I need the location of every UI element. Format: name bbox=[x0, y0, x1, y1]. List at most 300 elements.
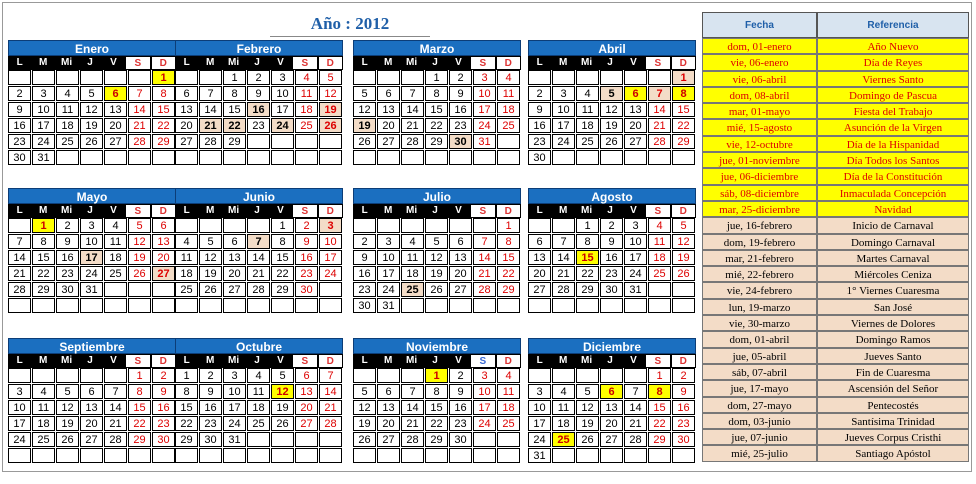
day-cell: 25 bbox=[576, 134, 599, 149]
empty-cell bbox=[247, 150, 270, 165]
holiday-date: jue, 17-mayo bbox=[702, 380, 817, 396]
weekday-label: M bbox=[38, 355, 48, 366]
empty-cell bbox=[128, 150, 151, 165]
day-cell: 26 bbox=[576, 432, 599, 447]
day-cell: 11 bbox=[247, 384, 270, 399]
day-cell: 5 bbox=[425, 234, 448, 249]
day-cell: 19 bbox=[80, 118, 103, 133]
empty-cell bbox=[624, 70, 647, 85]
day-cell: 4 bbox=[295, 70, 318, 85]
holiday-row bbox=[702, 136, 969, 152]
empty-cell bbox=[8, 368, 31, 383]
day-cell: 14 bbox=[624, 400, 647, 415]
empty-cell bbox=[295, 448, 318, 463]
day-cell: 5 bbox=[319, 70, 342, 85]
day-cell: 16 bbox=[56, 250, 79, 265]
empty-cell bbox=[528, 368, 551, 383]
weekday-label: L bbox=[361, 205, 368, 216]
holiday-reference: Inicio de Carnaval bbox=[817, 217, 969, 233]
empty-cell bbox=[8, 218, 31, 233]
day-cell: 11 bbox=[497, 384, 520, 399]
day-cell: 3 bbox=[528, 384, 551, 399]
day-cell: 30 bbox=[152, 432, 175, 447]
weekday-label: S bbox=[645, 56, 670, 70]
day-cell: 28 bbox=[401, 432, 424, 447]
day-cell: 30 bbox=[353, 298, 376, 313]
day-cell: 4 bbox=[497, 70, 520, 85]
day-cell: 21 bbox=[8, 266, 31, 281]
day-cell: 7 bbox=[104, 384, 127, 399]
month-name: Julio bbox=[353, 188, 521, 204]
day-cell: 18 bbox=[32, 416, 55, 431]
holiday-date: jue, 06-diciembre bbox=[702, 168, 817, 184]
day-cell: 11 bbox=[295, 86, 318, 101]
empty-cell bbox=[425, 218, 448, 233]
day-cell: 15 bbox=[128, 400, 151, 415]
day-cell: 30 bbox=[295, 282, 318, 297]
month-mayo bbox=[8, 188, 176, 314]
day-cell: 17 bbox=[552, 118, 575, 133]
empty-cell bbox=[576, 298, 599, 313]
day-cell: 29 bbox=[648, 432, 671, 447]
day-cell: 31 bbox=[624, 282, 647, 297]
day-cell: 13 bbox=[528, 250, 551, 265]
day-cell: 26 bbox=[80, 134, 103, 149]
day-cell: 5 bbox=[271, 368, 294, 383]
weekday-label: M bbox=[205, 57, 215, 68]
holiday-row bbox=[702, 299, 969, 315]
day-cell: 22 bbox=[128, 416, 151, 431]
day-cell: 18 bbox=[497, 102, 520, 117]
holiday-row bbox=[702, 364, 969, 380]
day-cell: 28 bbox=[247, 282, 270, 297]
empty-cell bbox=[425, 298, 448, 313]
empty-cell bbox=[128, 70, 151, 85]
day-cell: 20 bbox=[223, 266, 246, 281]
empty-cell bbox=[648, 298, 671, 313]
holiday-reference: 1° Viernes Cuaresma bbox=[817, 282, 969, 298]
day-cell: 23 bbox=[672, 416, 695, 431]
empty-cell bbox=[497, 298, 520, 313]
weekday-label: D bbox=[496, 56, 521, 70]
day-cell: 27 bbox=[624, 134, 647, 149]
day-cell: 6 bbox=[223, 234, 246, 249]
empty-cell bbox=[353, 448, 376, 463]
day-cell: 16 bbox=[449, 400, 472, 415]
day-cell: 8 bbox=[576, 234, 599, 249]
empty-cell bbox=[319, 134, 342, 149]
holiday-reference: Santiago Apóstol bbox=[817, 445, 969, 461]
weekday-label: M bbox=[383, 205, 393, 216]
empty-cell bbox=[128, 448, 151, 463]
day-cell: 13 bbox=[600, 400, 623, 415]
day-cell: 16 bbox=[353, 266, 376, 281]
empty-cell bbox=[473, 432, 496, 447]
holiday-reference: Jueves Corpus Cristhi bbox=[817, 429, 969, 445]
holiday-reference: Martes Carnaval bbox=[817, 250, 969, 266]
day-cell: 28 bbox=[624, 432, 647, 447]
empty-cell bbox=[576, 150, 599, 165]
day-cell: 17 bbox=[528, 416, 551, 431]
day-cell: 17 bbox=[32, 118, 55, 133]
weekday-label: M bbox=[558, 57, 568, 68]
holiday-row bbox=[702, 54, 969, 70]
day-cell: 12 bbox=[80, 102, 103, 117]
holiday-date: dom, 27-mayo bbox=[702, 397, 817, 413]
holiday-reference: Día Todos los Santos bbox=[817, 152, 969, 168]
weekday-label: D bbox=[151, 204, 176, 218]
holiday-date: lun, 19-marzo bbox=[702, 299, 817, 315]
day-cell: 2 bbox=[152, 368, 175, 383]
day-cell: 19 bbox=[672, 250, 695, 265]
empty-cell bbox=[175, 448, 198, 463]
day-cell: 5 bbox=[199, 234, 222, 249]
weekday-label: J bbox=[607, 205, 613, 216]
empty-cell bbox=[672, 150, 695, 165]
day-cell: 12 bbox=[56, 400, 79, 415]
day-cell: 29 bbox=[672, 134, 695, 149]
day-cell: 27 bbox=[223, 282, 246, 297]
holiday-reference: Día de Reyes bbox=[817, 54, 969, 70]
weekday-label: S bbox=[470, 354, 495, 368]
empty-cell bbox=[295, 432, 318, 447]
holiday-row bbox=[702, 282, 969, 298]
day-cell: 28 bbox=[199, 134, 222, 149]
day-cell: 14 bbox=[8, 250, 31, 265]
weekday-label: Mi bbox=[61, 57, 73, 68]
empty-cell bbox=[624, 448, 647, 463]
holiday-reference: Día de la Hispanidad bbox=[817, 136, 969, 152]
day-cell: 12 bbox=[199, 250, 222, 265]
weekday-label: Mi bbox=[406, 57, 418, 68]
day-cell: 16 bbox=[449, 102, 472, 117]
day-cell: 21 bbox=[319, 400, 342, 415]
day-cell: 30 bbox=[56, 282, 79, 297]
holiday-date: mié, 15-agosto bbox=[702, 119, 817, 135]
empty-cell bbox=[552, 368, 575, 383]
day-cell: 13 bbox=[377, 400, 400, 415]
day-cell: 6 bbox=[600, 384, 623, 399]
day-cell: 10 bbox=[271, 86, 294, 101]
day-cell: 11 bbox=[576, 102, 599, 117]
day-cell: 8 bbox=[152, 86, 175, 101]
month-name: Febrero bbox=[175, 40, 343, 56]
day-cell: 3 bbox=[624, 218, 647, 233]
holiday-row bbox=[702, 266, 969, 282]
empty-cell bbox=[552, 298, 575, 313]
holiday-reference: Inmaculada Concepción bbox=[817, 185, 969, 201]
header-referencia: Referencia bbox=[817, 12, 969, 38]
empty-cell bbox=[648, 282, 671, 297]
empty-cell bbox=[552, 448, 575, 463]
day-cell: 18 bbox=[401, 266, 424, 281]
holiday-date: mié, 25-julio bbox=[702, 445, 817, 461]
empty-cell bbox=[624, 368, 647, 383]
empty-cell bbox=[497, 432, 520, 447]
weekday-label: S bbox=[645, 354, 670, 368]
month-name: Junio bbox=[175, 188, 343, 204]
day-cell: 16 bbox=[600, 250, 623, 265]
day-cell: 8 bbox=[175, 384, 198, 399]
day-cell: 8 bbox=[128, 384, 151, 399]
holiday-row bbox=[702, 445, 969, 461]
empty-cell bbox=[80, 368, 103, 383]
empty-cell bbox=[401, 298, 424, 313]
day-cell: 12 bbox=[271, 384, 294, 399]
day-cell: 19 bbox=[353, 416, 376, 431]
empty-cell bbox=[175, 70, 198, 85]
day-cell: 30 bbox=[199, 432, 222, 447]
day-cell: 14 bbox=[199, 102, 222, 117]
day-cell: 2 bbox=[449, 368, 472, 383]
day-cell: 9 bbox=[295, 234, 318, 249]
weekday-label: S bbox=[125, 354, 150, 368]
day-cell: 8 bbox=[497, 234, 520, 249]
day-cell: 30 bbox=[672, 432, 695, 447]
empty-cell bbox=[497, 150, 520, 165]
holiday-date: vie, 24-febrero bbox=[702, 282, 817, 298]
day-cell: 27 bbox=[377, 134, 400, 149]
day-cell: 16 bbox=[528, 118, 551, 133]
day-cell: 9 bbox=[247, 86, 270, 101]
day-cell: 11 bbox=[175, 250, 198, 265]
empty-cell bbox=[672, 282, 695, 297]
empty-cell bbox=[80, 448, 103, 463]
weekday-label: L bbox=[16, 355, 23, 366]
day-cell: 24 bbox=[80, 266, 103, 281]
day-cell: 7 bbox=[199, 86, 222, 101]
weekday-label: D bbox=[151, 56, 176, 70]
holiday-row bbox=[702, 429, 969, 445]
day-cell: 9 bbox=[600, 234, 623, 249]
month-diciembre bbox=[528, 338, 696, 464]
day-cell: 23 bbox=[247, 118, 270, 133]
weekday-label: V bbox=[277, 205, 284, 216]
holiday-reference: Domingo de Pascua bbox=[817, 87, 969, 103]
day-cell: 24 bbox=[271, 118, 294, 133]
holiday-row bbox=[702, 217, 969, 233]
empty-cell bbox=[199, 448, 222, 463]
holiday-row bbox=[702, 103, 969, 119]
empty-cell bbox=[449, 448, 472, 463]
empty-cell bbox=[449, 218, 472, 233]
day-cell: 13 bbox=[152, 234, 175, 249]
day-cell: 15 bbox=[32, 250, 55, 265]
day-cell: 6 bbox=[152, 218, 175, 233]
day-cell: 21 bbox=[401, 416, 424, 431]
day-cell: 13 bbox=[449, 250, 472, 265]
empty-cell bbox=[353, 70, 376, 85]
day-cell: 4 bbox=[247, 368, 270, 383]
empty-cell bbox=[528, 218, 551, 233]
day-cell: 28 bbox=[104, 432, 127, 447]
day-cell: 22 bbox=[576, 266, 599, 281]
day-cell: 10 bbox=[624, 234, 647, 249]
weekday-label: L bbox=[183, 355, 190, 366]
holiday-row bbox=[702, 250, 969, 266]
weekday-label: S bbox=[292, 354, 317, 368]
day-cell: 7 bbox=[624, 384, 647, 399]
day-cell: 25 bbox=[32, 432, 55, 447]
empty-cell bbox=[56, 150, 79, 165]
day-cell: 20 bbox=[104, 118, 127, 133]
day-cell: 29 bbox=[223, 134, 246, 149]
day-cell: 7 bbox=[401, 384, 424, 399]
day-cell: 28 bbox=[128, 134, 151, 149]
day-cell: 23 bbox=[8, 134, 31, 149]
day-cell: 8 bbox=[425, 384, 448, 399]
day-cell: 10 bbox=[473, 384, 496, 399]
day-cell: 28 bbox=[552, 282, 575, 297]
holiday-reference: Viernes Santo bbox=[817, 71, 969, 87]
day-cell: 14 bbox=[648, 102, 671, 117]
day-cell: 14 bbox=[552, 250, 575, 265]
day-cell: 23 bbox=[152, 416, 175, 431]
day-cell: 5 bbox=[80, 86, 103, 101]
holiday-date: mié, 22-febrero bbox=[702, 266, 817, 282]
empty-cell bbox=[576, 70, 599, 85]
day-cell: 20 bbox=[152, 250, 175, 265]
empty-cell bbox=[104, 448, 127, 463]
empty-cell bbox=[271, 298, 294, 313]
day-cell: 15 bbox=[497, 250, 520, 265]
weekday-label: V bbox=[110, 355, 117, 366]
empty-cell bbox=[295, 150, 318, 165]
empty-cell bbox=[353, 368, 376, 383]
day-cell: 9 bbox=[152, 384, 175, 399]
day-cell: 20 bbox=[528, 266, 551, 281]
day-cell: 31 bbox=[473, 134, 496, 149]
day-cell: 13 bbox=[377, 102, 400, 117]
day-cell: 11 bbox=[56, 102, 79, 117]
empty-cell bbox=[528, 298, 551, 313]
empty-cell bbox=[271, 432, 294, 447]
day-cell: 24 bbox=[32, 134, 55, 149]
holiday-reference: Miércoles Ceniza bbox=[817, 266, 969, 282]
holiday-row bbox=[702, 348, 969, 364]
day-cell: 1 bbox=[672, 70, 695, 85]
day-cell: 28 bbox=[401, 134, 424, 149]
month-marzo bbox=[353, 40, 521, 166]
holiday-row bbox=[702, 185, 969, 201]
empty-cell bbox=[152, 150, 175, 165]
day-cell: 14 bbox=[128, 102, 151, 117]
day-cell: 1 bbox=[576, 218, 599, 233]
day-cell: 6 bbox=[528, 234, 551, 249]
day-cell: 29 bbox=[497, 282, 520, 297]
day-cell: 25 bbox=[497, 416, 520, 431]
weekday-label: J bbox=[87, 355, 93, 366]
day-cell: 22 bbox=[425, 416, 448, 431]
day-cell: 1 bbox=[223, 70, 246, 85]
holiday-date: vie, 12-octubre bbox=[702, 136, 817, 152]
empty-cell bbox=[199, 70, 222, 85]
day-cell: 2 bbox=[449, 70, 472, 85]
weekday-label: Mi bbox=[581, 57, 593, 68]
weekday-label: L bbox=[183, 57, 190, 68]
day-cell: 4 bbox=[175, 234, 198, 249]
weekday-label: V bbox=[455, 57, 462, 68]
day-cell: 12 bbox=[576, 400, 599, 415]
day-cell: 6 bbox=[449, 234, 472, 249]
empty-cell bbox=[175, 150, 198, 165]
day-cell: 11 bbox=[552, 400, 575, 415]
weekday-label: V bbox=[455, 205, 462, 216]
weekday-label: Mi bbox=[581, 355, 593, 366]
day-cell: 18 bbox=[648, 250, 671, 265]
day-cell: 12 bbox=[353, 400, 376, 415]
day-cell: 7 bbox=[319, 368, 342, 383]
empty-cell bbox=[473, 218, 496, 233]
day-cell: 23 bbox=[528, 134, 551, 149]
day-cell: 21 bbox=[401, 118, 424, 133]
empty-cell bbox=[624, 150, 647, 165]
holiday-date: sáb, 07-abril bbox=[702, 364, 817, 380]
empty-cell bbox=[552, 218, 575, 233]
day-cell: 16 bbox=[672, 400, 695, 415]
day-cell: 30 bbox=[8, 150, 31, 165]
day-cell: 13 bbox=[295, 384, 318, 399]
weekday-label: Mi bbox=[228, 57, 240, 68]
empty-cell bbox=[175, 298, 198, 313]
holiday-row bbox=[702, 71, 969, 87]
weekday-label: S bbox=[125, 204, 150, 218]
weekday-label: M bbox=[383, 355, 393, 366]
holiday-date: vie, 06-abril bbox=[702, 71, 817, 87]
holiday-row bbox=[702, 119, 969, 135]
day-cell: 3 bbox=[271, 70, 294, 85]
day-cell: 1 bbox=[128, 368, 151, 383]
day-cell: 14 bbox=[319, 384, 342, 399]
holiday-row bbox=[702, 87, 969, 103]
day-cell: 1 bbox=[32, 218, 55, 233]
empty-cell bbox=[473, 150, 496, 165]
empty-cell bbox=[247, 432, 270, 447]
day-cell: 18 bbox=[175, 266, 198, 281]
empty-cell bbox=[152, 298, 175, 313]
day-cell: 29 bbox=[175, 432, 198, 447]
holiday-row bbox=[702, 38, 969, 54]
day-cell: 19 bbox=[199, 266, 222, 281]
day-cell: 9 bbox=[353, 250, 376, 265]
holiday-date: mar, 25-diciembre bbox=[702, 201, 817, 217]
day-cell: 1 bbox=[648, 368, 671, 383]
empty-cell bbox=[425, 448, 448, 463]
holiday-date: jue, 05-abril bbox=[702, 348, 817, 364]
day-cell: 30 bbox=[528, 150, 551, 165]
year-title: Año : 2012 bbox=[270, 12, 430, 37]
weekday-label: D bbox=[318, 204, 343, 218]
day-cell: 7 bbox=[648, 86, 671, 101]
weekday-label: D bbox=[318, 354, 343, 368]
day-cell: 16 bbox=[152, 400, 175, 415]
month-abril bbox=[528, 40, 696, 166]
weekday-label: J bbox=[87, 205, 93, 216]
holiday-row bbox=[702, 201, 969, 217]
empty-cell bbox=[8, 70, 31, 85]
day-cell: 1 bbox=[271, 218, 294, 233]
empty-cell bbox=[247, 218, 270, 233]
empty-cell bbox=[600, 368, 623, 383]
weekday-label: Mi bbox=[406, 205, 418, 216]
empty-cell bbox=[199, 298, 222, 313]
empty-cell bbox=[401, 70, 424, 85]
day-cell: 4 bbox=[497, 368, 520, 383]
empty-cell bbox=[319, 432, 342, 447]
empty-cell bbox=[377, 448, 400, 463]
day-cell: 15 bbox=[152, 102, 175, 117]
day-cell: 5 bbox=[672, 218, 695, 233]
